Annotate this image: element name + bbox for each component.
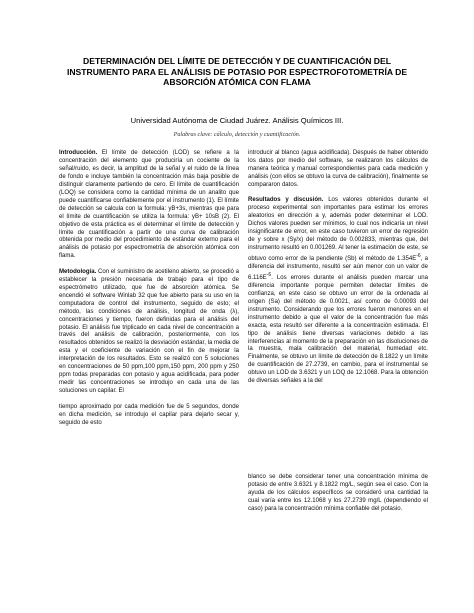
affiliation: Universidad Autónoma de Ciudad Juárez. Análisis Químicos III. <box>130 116 344 125</box>
introduction-heading: Introducción. <box>59 150 98 156</box>
keywords: Palabras clave: cálculo, detección y cuantificación. <box>173 132 301 138</box>
results-text-c: . Los errores durante el análisis pueden marcar una diferencia importante porque permiten detectar límites de confianza, en este caso se obtuvo un error de la ordenada al origen (Sa) del método de 0.0021, así como de 0.00093 del instrumento. Considerando que los errores fueron menores en el instrumento debido a que el valor de la concentración fue más exacta, esta resultó ser diferente a la concentración estimada. El tipo de análisis tiene diversas variaciones debido a las interferencias al momento de la preparación en las disoluciones de la muestra, mala calibración del material, humedad etc. Finalmente, se obtuvo un límite de detección de 8.1822 y un límite de cuantificación de 27.2739, en cambio, para el instrumental se obtuvo un LOD de 3.6321 y un LOQ de 12.1068. Para la obtención de diversas señales a la del <box>248 274 428 385</box>
superscript-1: -6 <box>416 252 421 259</box>
results-heading: Resultados y discusión. <box>248 197 324 204</box>
methodology-end: introducir al blanco (agua acidificada). Después de haber obtenido los datos por medio del software, se realizaron los cálculos de manera teórica y manual correspondientes para cada medición y análisis (con ellos se obtuvo la curva de calibración), finalmente se compararon datos. <box>248 150 428 188</box>
results-continuation: blanco se debe considerar tener una concentración mínima de potasio de entre 3.6321 y 8.1822 mg/L, según sea el caso. Con la ayuda de los cálculos específicos se consideró una cantidad la cual varía entre los 12.1068 y los 27.2739 mg/L (dependiendo el caso) para la concentración mínima confiable del potasio. <box>248 474 428 512</box>
methodology-continuation: tiempo aproximado por cada medición fue de 5 segundos, donde en dicha medición, se introdujo el capilar para dejarlo secar y, seguido de esto <box>59 403 239 426</box>
superscript-2: -6 <box>266 271 272 278</box>
methodology-paragraph <box>59 269 239 396</box>
results-paragraph <box>248 197 428 386</box>
right-column <box>248 150 428 394</box>
methodology-heading: Metodología. <box>59 268 97 275</box>
paper-title: DETERMINACIÓN DEL LÍMITE DE DETECCIÓN Y DE CUANTIFICACIÓN DEL INSTRUMENTO PARA EL ANÁLISIS DE POTASIO POR ESPECTROFOTOMETRÍA DE ABSORCIÓN ATÓMICA CON FLAMA <box>66 56 408 88</box>
left-column <box>59 150 239 435</box>
methodology-text: Con el suministro de acetileno abierto, se procedió a establecer la presión necesaria de trabajo para el tipo de espectrómetro utilizado, que fue de absorción atómica. Se encendió el software Winlab 32 que fue abierto para su uso en la computadora de control del instrumento, seguido de esto; el método, las condiciones de análisis, longitud de onda (λ), concentraciones y tiempo, fueron definidas para el análisis del potasio. El análisis fue triplicado en cada nivel de concentración a través del análisis de calibración, posteriormente, con los resultados obtenidos se realizó la desviación estándar, la media de esta y el coeficiente de variación con el fin de mejorar la interpretación de los resultados. Esto se realizó con 5 soluciones en concentraciones de 50 ppm,100 ppm,150 ppm, 200 ppm y 250 ppm todas preparadas con potasio y agua acidificada, para poder medir las concentraciones se introdujo en cada una de las soluciones un capilar. El <box>59 268 239 395</box>
introduction-paragraph <box>59 150 239 261</box>
results-text-b: , a diferencia del instrumento, resultó ser aún menor con un valor de 6.116E <box>248 255 428 281</box>
results-text-a: Los valores obtenidos durante el proceso experimental son importantes para estimar los errores aleatorios en dirección a y, además poder determinar el LOD. Dichos valores pueden ser mínimos, lo cual nos indicaría un nivel insignificante de error, en este caso tuvieron un error de regresión de y sobre x (Sy/x) del método de 0.002833, mientras que, del instrumento resultó en 0.001269. Al tener la estimación de este, se obtuvo como error de la pendiente (Sb) el método de 1.354E <box>248 197 428 262</box>
right-column-lower <box>248 474 428 521</box>
introduction-text: El límite de detección (LOD) se refiere a la concentración del elemento que produciría un cociente de la señal/ruido, es decir, la amplitud de la señal y el ruido de la línea de fondo e incluye también la concentración más baja posible de distinguir claramente partiendo de cero. El límite de cuantificación (LOQ) se considera como la cantidad mínima de un analito que puede cuantificarse confiablemente por el instrumento (1). El límite de detección se calcula con la formula: yB+3s, mientras que para el límite de cuantificación se utiliza la formula: yB+ 10sB (2). El objetivo de esta práctica es el determinar el límite de detección y límite de cuantificación a partir de una curva de calibración obtenida por medio del procedimiento de estándar externo para el análisis de potasio por espectrometría de absorción atómica con flama. <box>59 150 239 260</box>
